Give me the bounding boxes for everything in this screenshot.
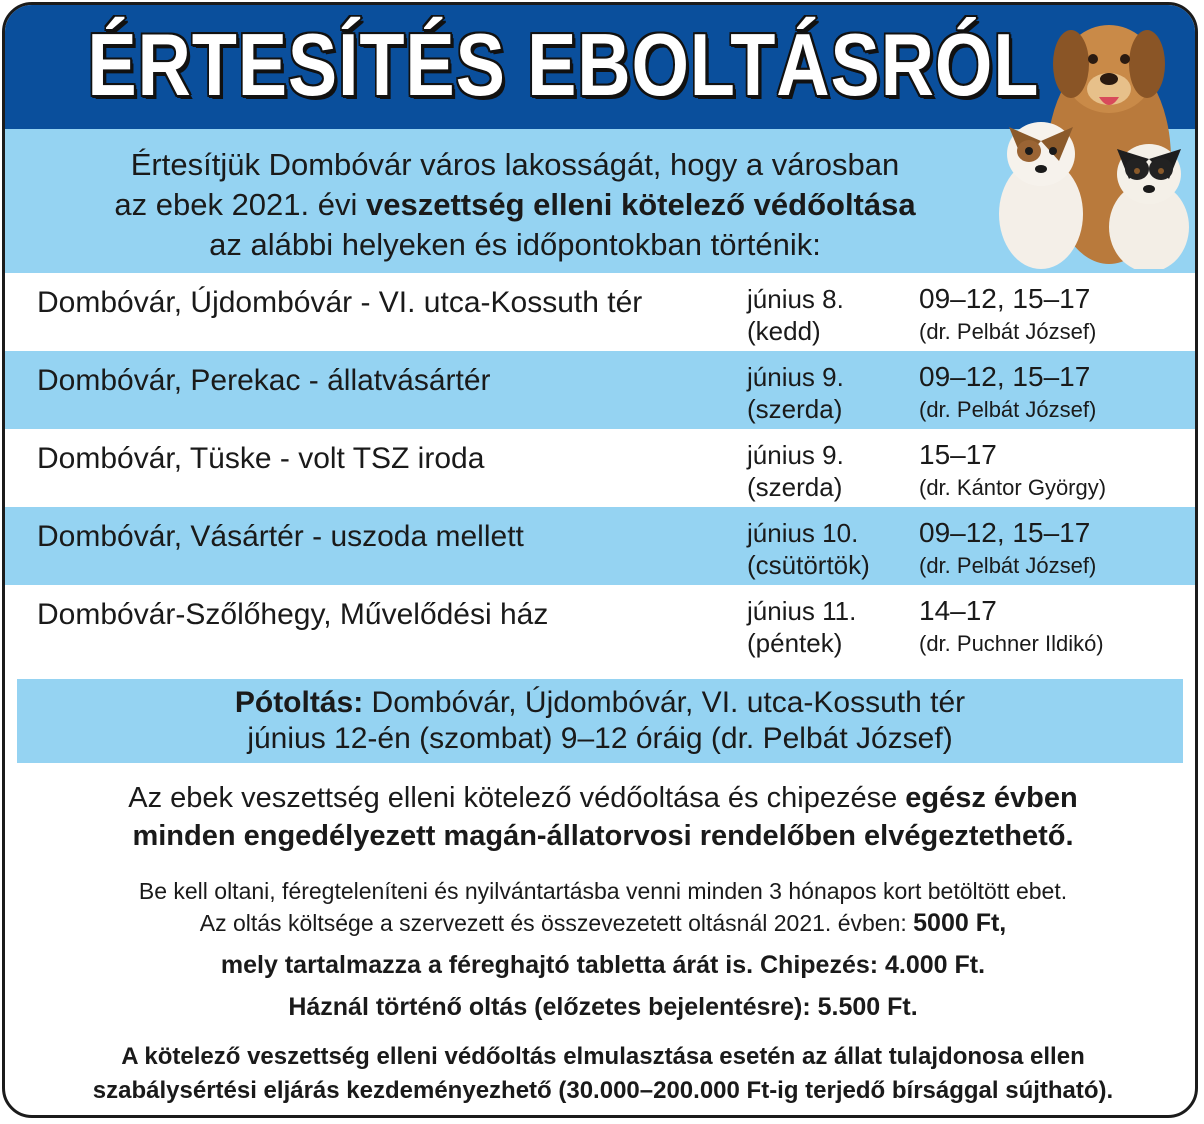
row-time: 15–17	[919, 439, 997, 470]
year-round-text: Az ebek veszettség elleni kötelező védőoltása és chipezése	[128, 782, 906, 814]
intro-line-2-text: az ebek 2021. évi	[114, 187, 366, 222]
row-day-text: (péntek)	[747, 628, 843, 658]
row-place: Dombóvár-Szőlőhegy, Művelődési ház	[37, 598, 549, 631]
row-date	[747, 361, 844, 425]
row-date	[747, 595, 856, 659]
row-date-text: június 8.	[747, 284, 844, 314]
row-time: 14–17	[919, 595, 997, 626]
fine-line-2: szabálysértési eljárás kezdeményezhető (30.000–200.000 Ft-ig terjedő bírsággal sújtható).	[92, 1077, 1114, 1104]
row-date-text: június 10.	[747, 518, 859, 548]
year-round-bold-2: minden engedélyezett magán-állatorvosi rendelőben elvégeztethető.	[132, 820, 1074, 852]
intro-line-2-bold: veszettség elleni kötelező védőoltása	[366, 187, 916, 222]
schedule-row	[5, 429, 1195, 507]
row-time: 09–12, 15–17	[919, 361, 1091, 392]
cost-amount: 5000 Ft,	[913, 909, 1007, 937]
fine-line-1: A kötelező veszettség elleni védőoltás elmulasztása esetén az állat tulajdonosa ellen	[121, 1043, 1085, 1070]
schedule-row	[5, 585, 1195, 663]
intro-line-2	[5, 185, 1025, 225]
requirements-note	[5, 875, 1198, 939]
row-vet: (dr. Pelbát József)	[919, 553, 1097, 578]
row-vet: (dr. Pelbát József)	[919, 397, 1097, 422]
intro-line-3: az alábbi helyeken és időpontokban történik:	[209, 227, 821, 262]
cost-text: Az oltás költsége a szervezett és összevezetett oltásnál 2021. évben:	[199, 910, 914, 936]
intro-line-1: Értesítjük Dombóvár város lakosságát, hogy a városban	[130, 147, 900, 182]
row-time: 09–12, 15–17	[919, 517, 1091, 548]
fine-notice	[5, 1040, 1198, 1108]
row-place: Dombóvár, Vásártér - uszoda mellett	[37, 520, 524, 553]
requirements-line-2	[5, 907, 1198, 939]
year-round-line-1	[5, 779, 1198, 817]
row-place: Dombóvár, Tüske - volt TSZ iroda	[37, 442, 485, 475]
row-day-text: (kedd)	[747, 316, 821, 346]
row-time: 09–12, 15–17	[919, 283, 1091, 314]
intro-text	[5, 145, 1025, 265]
schedule-table	[5, 273, 1195, 663]
notice-frame	[2, 2, 1198, 1118]
schedule-row	[5, 351, 1195, 429]
makeup-line-1	[17, 685, 1183, 721]
row-day-text: (szerda)	[747, 472, 843, 502]
row-day-text: (csütörtök)	[747, 550, 870, 580]
makeup-vaccination-box	[17, 679, 1183, 763]
row-date-text: június 9.	[747, 440, 844, 470]
row-date	[747, 439, 844, 503]
requirements-line-1: Be kell oltani, féregteleníteni és nyilvántartásba venni minden 3 hónapos kort betöltött ebet.	[138, 878, 1068, 904]
row-date-text: június 11.	[747, 596, 857, 626]
schedule-row	[5, 507, 1195, 585]
schedule-row	[5, 273, 1195, 351]
makeup-line-2: június 12-én (szombat) 9–12 óráig (dr. Pelbát József)	[247, 722, 953, 755]
row-place: Dombóvár, Perekac - állatvásártér	[37, 364, 491, 397]
row-date-text: június 9.	[747, 362, 844, 392]
makeup-place: Dombóvár, Újdombóvár, VI. utca-Kossuth tér	[363, 686, 966, 719]
dogs-illustration	[989, 9, 1189, 269]
row-date	[747, 517, 870, 581]
home-vaccination-price: Háznál történő oltás (előzetes bejelentésre): 5.500 Ft.	[288, 993, 918, 1021]
year-round-bold: egész évben	[905, 782, 1078, 814]
row-day-text: (szerda)	[747, 394, 843, 424]
makeup-label: Pótoltás:	[234, 686, 364, 719]
row-place: Dombóvár, Újdombóvár - VI. utca-Kossuth tér	[37, 286, 643, 319]
row-vet: (dr. Puchner Ildikó)	[919, 631, 1104, 656]
row-vet: (dr. Pelbát József)	[919, 319, 1097, 344]
chip-price-line: mely tartalmazza a féreghajtó tabletta árát is. Chipezés: 4.000 Ft.	[220, 951, 986, 979]
row-date	[747, 283, 844, 347]
year-round-line-2	[5, 817, 1198, 855]
row-vet: (dr. Kántor György)	[919, 475, 1107, 500]
year-round-note	[5, 779, 1198, 855]
page-title: ÉRTESÍTÉS EBOLTÁSRÓL	[87, 15, 1040, 114]
